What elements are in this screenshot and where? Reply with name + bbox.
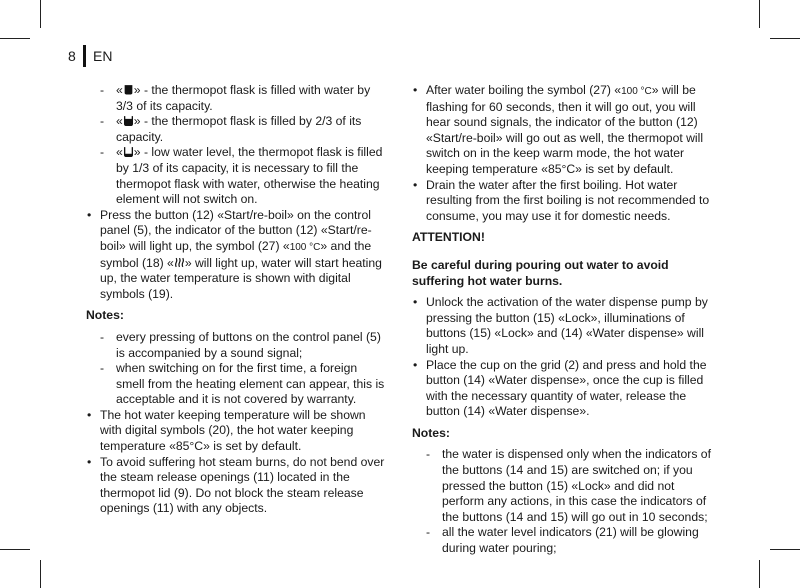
crop-mark xyxy=(759,560,760,588)
crop-mark xyxy=(770,38,800,39)
crop-mark xyxy=(759,0,760,28)
warning-text: Be careful during pouring out water to avoid suffering hot water burns. xyxy=(412,257,669,288)
list-item: - « » - the thermopot flask is filled by 2/3 of its capacity. xyxy=(86,114,386,145)
attention-heading: ATTENTION! xyxy=(412,230,485,245)
list-item: • Drain the water after the first boiling. Hot water resulting from the first boiling is not recommended to consume, you may use it for domestic needs. xyxy=(412,178,712,225)
left-column xyxy=(86,83,386,517)
right-column xyxy=(412,83,712,557)
list-item: - « » - the thermopot flask is filled with water by 3/3 of its capacity. xyxy=(86,83,386,114)
list-item: - « » - low water level, the thermopot flask is filled by 1/3 of its capacity, it is necessary to fill the thermopot flask with water, otherwise the heating element will not switch on. xyxy=(86,145,386,207)
list-item: • To avoid suffering hot steam burns, do not bend over the steam release openings (11) located in the thermopot lid (9). Do not block the steam release openings (11) with any objects. xyxy=(86,455,386,517)
list-item: • After water boiling the symbol (27) «100 °C» will be flashing for 60 seconds, then it will go out, you will hear sound signals, the indicator of the button (12) «Start/re-boil» will go out as well, the thermopot will switch on in the keep warm mode, the hot water keeping temperature «85°C» is set by default. xyxy=(412,83,712,178)
list-item: • Unlock the activation of the water dispense pump by pressing the button (15) «Lock», illuminations of buttons (15) «Lock» and (14) «Water dispense» will light up. xyxy=(412,295,712,357)
language-label: EN xyxy=(93,48,113,64)
list-item: - every pressing of buttons on the control panel (5) is accompanied by a sound signal; xyxy=(86,330,386,361)
crop-mark xyxy=(0,38,30,39)
list-item: • Press the button (12) «Start/re-boil» on the control panel (5), the indicator of the button (12) «Start/re-boil» will light up, the symbol (27) «100 °C» and the symbol (18) « » will light up, water will start heating up, the water temperature is shown with digital symbols (19). xyxy=(86,208,386,303)
crop-mark xyxy=(40,560,41,588)
flask-full-icon xyxy=(123,84,134,95)
page-number: 8 xyxy=(68,48,76,64)
list-item: • The hot water keeping temperature will be shown with digital symbols (20), the hot water keeping temperature «85°C» is set by default. xyxy=(86,408,386,455)
crop-mark xyxy=(40,0,41,28)
flask-low-icon xyxy=(123,146,134,157)
crop-mark xyxy=(0,549,30,550)
steam-icon xyxy=(174,257,185,268)
list-item: - the water is dispensed only when the indicators of the buttons (14 and 15) are switched on; if you pressed the button (15) «Lock» and did not perform any actions, in this case the indicators of the buttons (14 and 15) will go out in 10 seconds; xyxy=(412,447,712,525)
flask-two-thirds-icon xyxy=(123,115,134,126)
list-item: • Place the cup on the grid (2) and press and hold the button (14) «Water dispense», once the cup is filled with the necessary quantity of water, release the button (14) «Water dispense». xyxy=(412,358,712,420)
list-item: - when switching on for the first time, a foreign smell from the heating element can appear, this is acceptable and it is not covered by warranty. xyxy=(86,361,386,408)
list-item: - all the water level indicators (21) will be glowing during water pouring; xyxy=(412,525,712,556)
notes-heading: Notes: xyxy=(412,425,450,440)
notes-heading: Notes: xyxy=(86,308,124,323)
crop-mark xyxy=(770,549,800,550)
header-divider xyxy=(83,45,86,67)
